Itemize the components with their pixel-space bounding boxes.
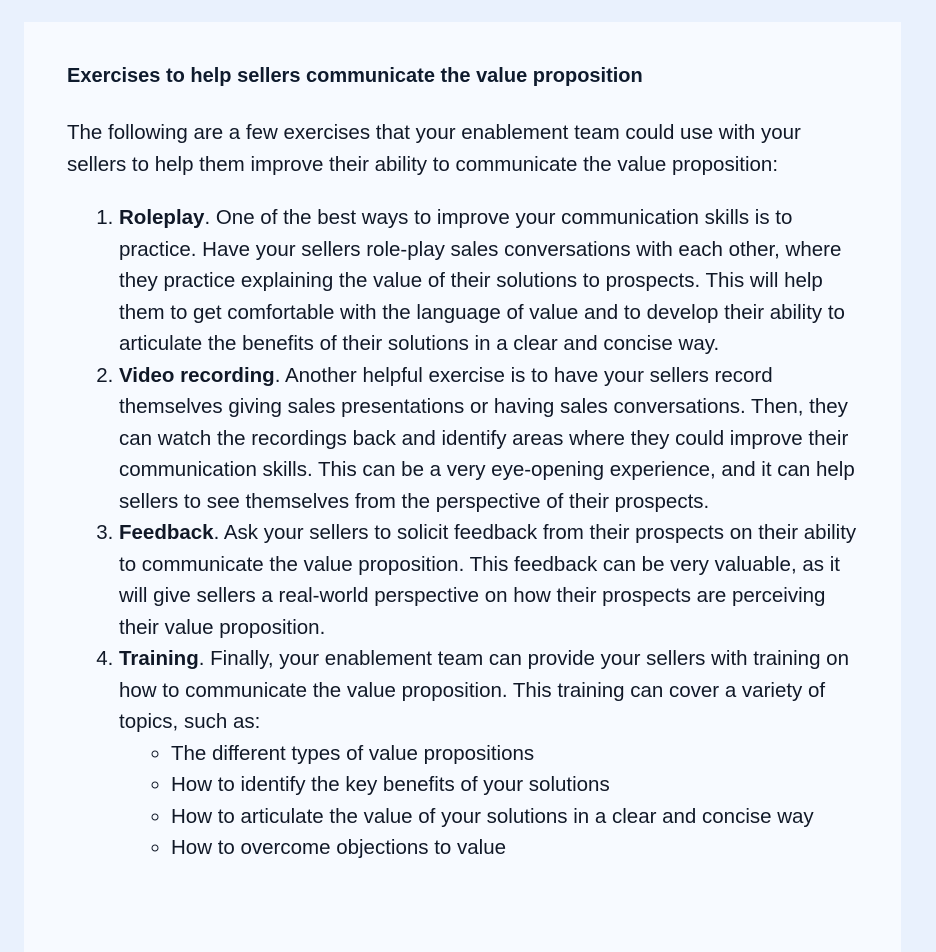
intro-paragraph: The following are a few exercises that your enablement team could use with your sellers to help them improve their ability to communicate the value proposition:: [67, 121, 801, 176]
exercise-list: [67, 202, 865, 864]
exercise-body: . One of the best ways to improve your communication skills is to practice. Have your sellers role-play sales conversations with each other, where they practice explaining the value of their solutions to prospects. This will help them to get comfortable with the language of value and to develop their ability to articulate the benefits of their solutions in a clear and concise way.: [119, 206, 845, 355]
exercise-title: Roleplay: [119, 206, 205, 229]
training-topics-list: [119, 738, 865, 864]
exercise-item-training: [119, 643, 865, 864]
exercise-body: . Finally, your enablement team can provide your sellers with training on how to communicate the value proposition. This training can cover a variety of topics, such as:: [119, 647, 849, 733]
list-item: ◦ How to identify the key benefits of your solutions: [171, 769, 865, 801]
list-item: ◦ The different types of value propositions: [171, 738, 865, 770]
exercise-item-video-recording: [119, 360, 865, 518]
exercise-title: Training: [119, 647, 199, 670]
exercise-body: . Another helpful exercise is to have your sellers record themselves giving sales presentations or having sales conversations. Then, they can watch the recordings back and identify areas where they could improve their communication skills. This can be a very eye-opening experience, and it can help sellers to see themselves from the perspective of their prospects.: [119, 363, 855, 513]
exercise-item-feedback: [119, 517, 865, 643]
document-heading: Exercises to help sellers communicate the value proposition: [67, 65, 643, 87]
exercise-body: . Ask your sellers to solicit feedback from their prospects on their ability to communicate the value proposition. This feedback can be very valuable, as it will give sellers a real-world perspective on how their prospects are perceiving their value proposition.: [119, 521, 857, 639]
content-card: [24, 22, 901, 952]
list-item: ◦ How to articulate the value of your solutions in a clear and concise way: [171, 801, 865, 833]
exercise-item-roleplay: [119, 202, 865, 360]
exercise-title: Video recording: [119, 363, 275, 387]
exercise-title: Feedback: [119, 521, 214, 544]
list-item: ◦ How to overcome objections to value: [171, 832, 865, 864]
